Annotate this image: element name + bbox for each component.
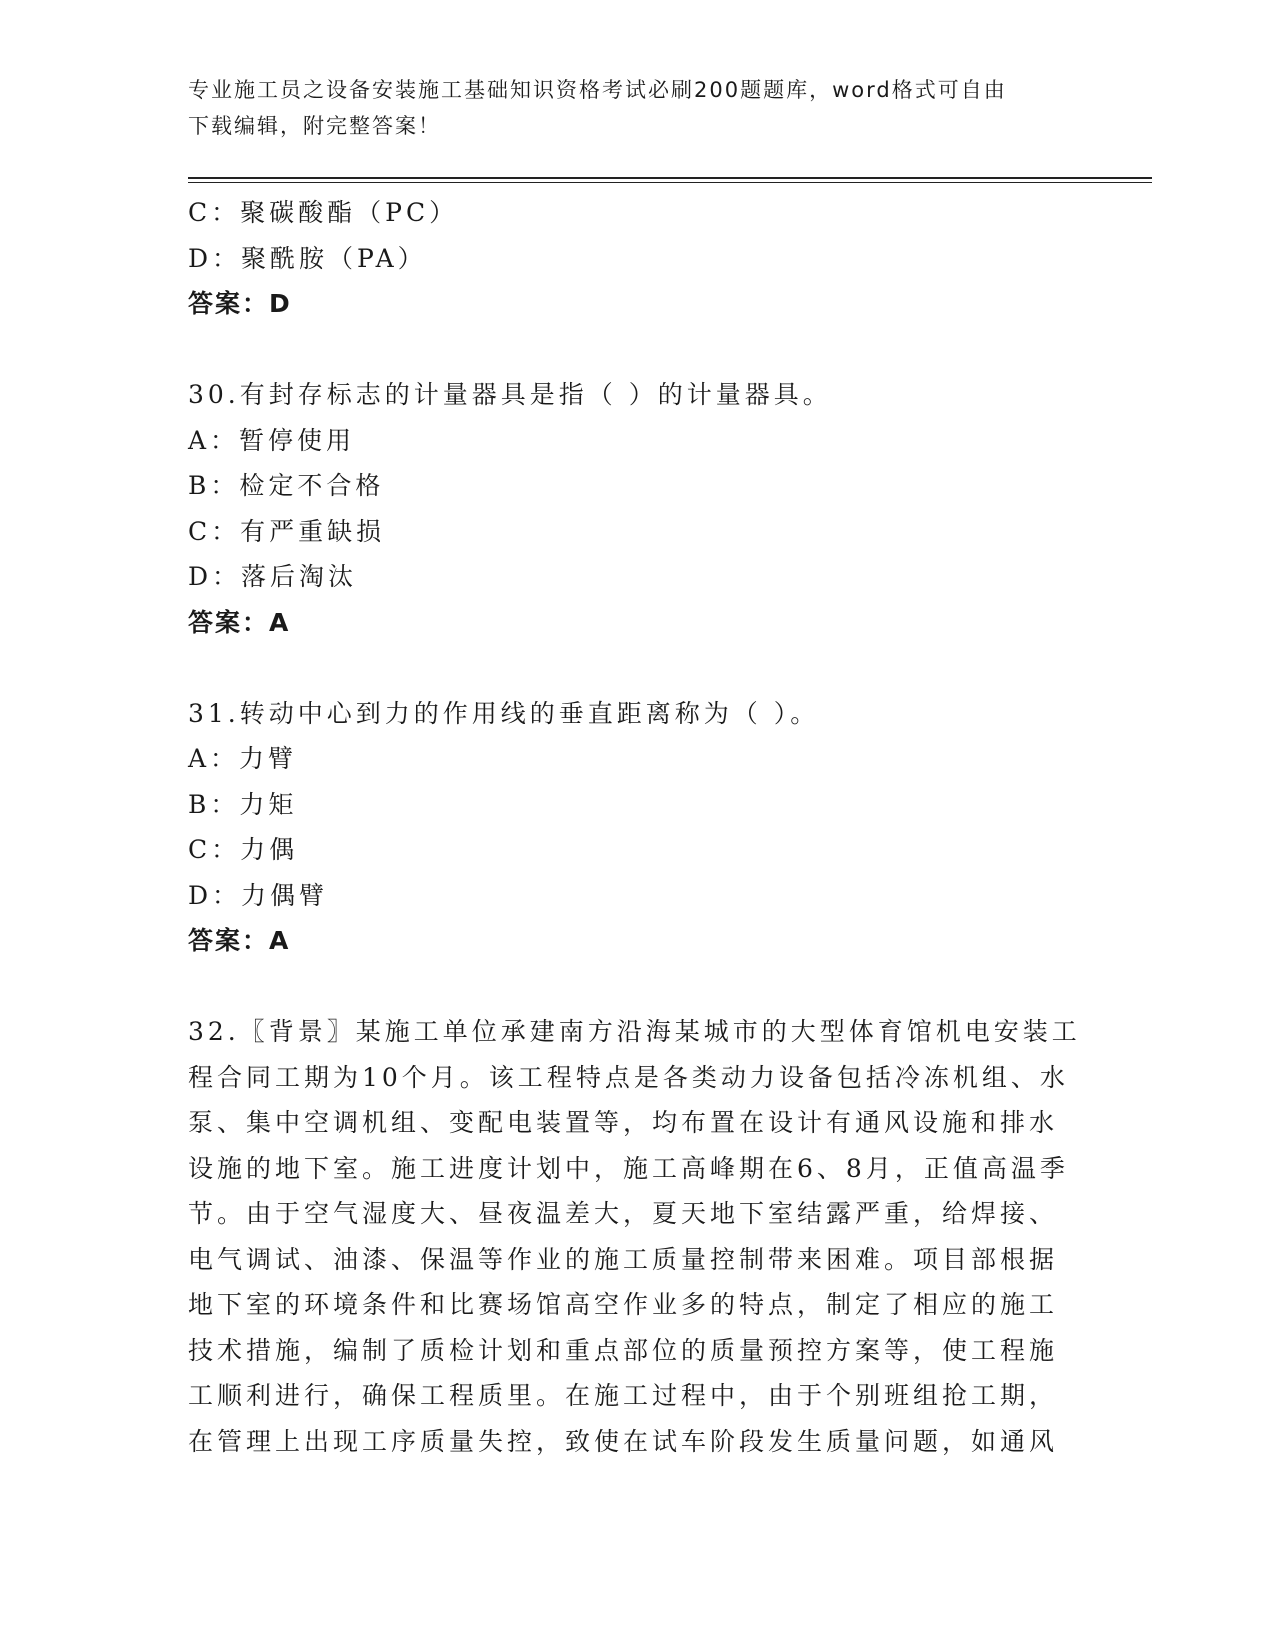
header-title-line-1: 专业施工员之设备安装施工基础知识资格考试必刷200题题库，word格式可自由 xyxy=(188,78,1007,102)
option-c: C：聚碳酸酯（PC） xyxy=(188,198,459,227)
option-b: B：力矩 xyxy=(188,789,298,819)
document-header xyxy=(188,72,1068,144)
answer-line: 答案：A xyxy=(188,607,291,637)
option-a: A：暂停使用 xyxy=(188,425,356,455)
question-stem: 30.有封存标志的计量器具是指（ ）的计量器具。 xyxy=(188,380,832,409)
answer-line: 答案：D xyxy=(188,289,292,318)
question-32 xyxy=(188,1009,1088,1464)
header-divider-thin xyxy=(188,182,1152,183)
header-divider-thick xyxy=(188,177,1152,179)
spacer xyxy=(188,327,1088,373)
question-text-line: 程合同工期为10个月。该工程特点是各类动力设备包括冷冻机组、水 xyxy=(188,1062,1069,1092)
option-c: C：有严重缺损 xyxy=(188,516,386,546)
answer-line: 答案：A xyxy=(188,926,291,955)
option-d: D：力偶臂 xyxy=(188,880,329,910)
question-text-line: 32.〖背景〗某施工单位承建南方沿海某城市的大型体育馆机电安装工 xyxy=(188,1017,1081,1046)
spacer xyxy=(188,964,1088,1010)
question-text-line: 电气调试、油漆、保温等作业的施工质量控制带来困难。项目部根据 xyxy=(188,1244,1059,1274)
question-text-line: 设施的地下室。施工进度计划中，施工高峰期在6、8月，正值高温季 xyxy=(188,1153,1069,1183)
option-c: C：力偶 xyxy=(188,835,299,864)
spacer xyxy=(188,645,1088,691)
question-29-tail xyxy=(188,190,1088,327)
question-31 xyxy=(188,691,1088,964)
option-d: D：落后淘汰 xyxy=(188,562,358,591)
question-text-line: 技术措施，编制了质检计划和重点部位的质量预控方案等，使工程施 xyxy=(188,1335,1059,1365)
document-body xyxy=(188,190,1088,1464)
question-text-line: 泵、集中空调机组、变配电装置等，均布置在设计有通风设施和排水 xyxy=(188,1108,1059,1137)
header-title-line-2: 下载编辑，附完整答案！ xyxy=(188,114,441,138)
question-text-line: 工顺利进行，确保工程质里。在施工过程中，由于个别班组抢工期， xyxy=(188,1381,1059,1410)
option-b: B：检定不合格 xyxy=(188,471,385,500)
option-d: D：聚酰胺（PA） xyxy=(188,243,427,273)
question-text-line: 在管理上出现工序质量失控，致使在试车阶段发生质量问题，如通风 xyxy=(188,1426,1059,1456)
question-text-line: 地下室的环境条件和比赛场馆高空作业多的特点，制定了相应的施工 xyxy=(188,1290,1059,1319)
question-stem: 31.转动中心到力的作用线的垂直距离称为（ ）。 xyxy=(188,698,820,728)
question-text-line: 节。由于空气湿度大、昼夜温差大，夏天地下室结露严重，给焊接、 xyxy=(188,1199,1059,1228)
option-a: A：力臂 xyxy=(188,744,298,773)
question-30 xyxy=(188,372,1088,645)
